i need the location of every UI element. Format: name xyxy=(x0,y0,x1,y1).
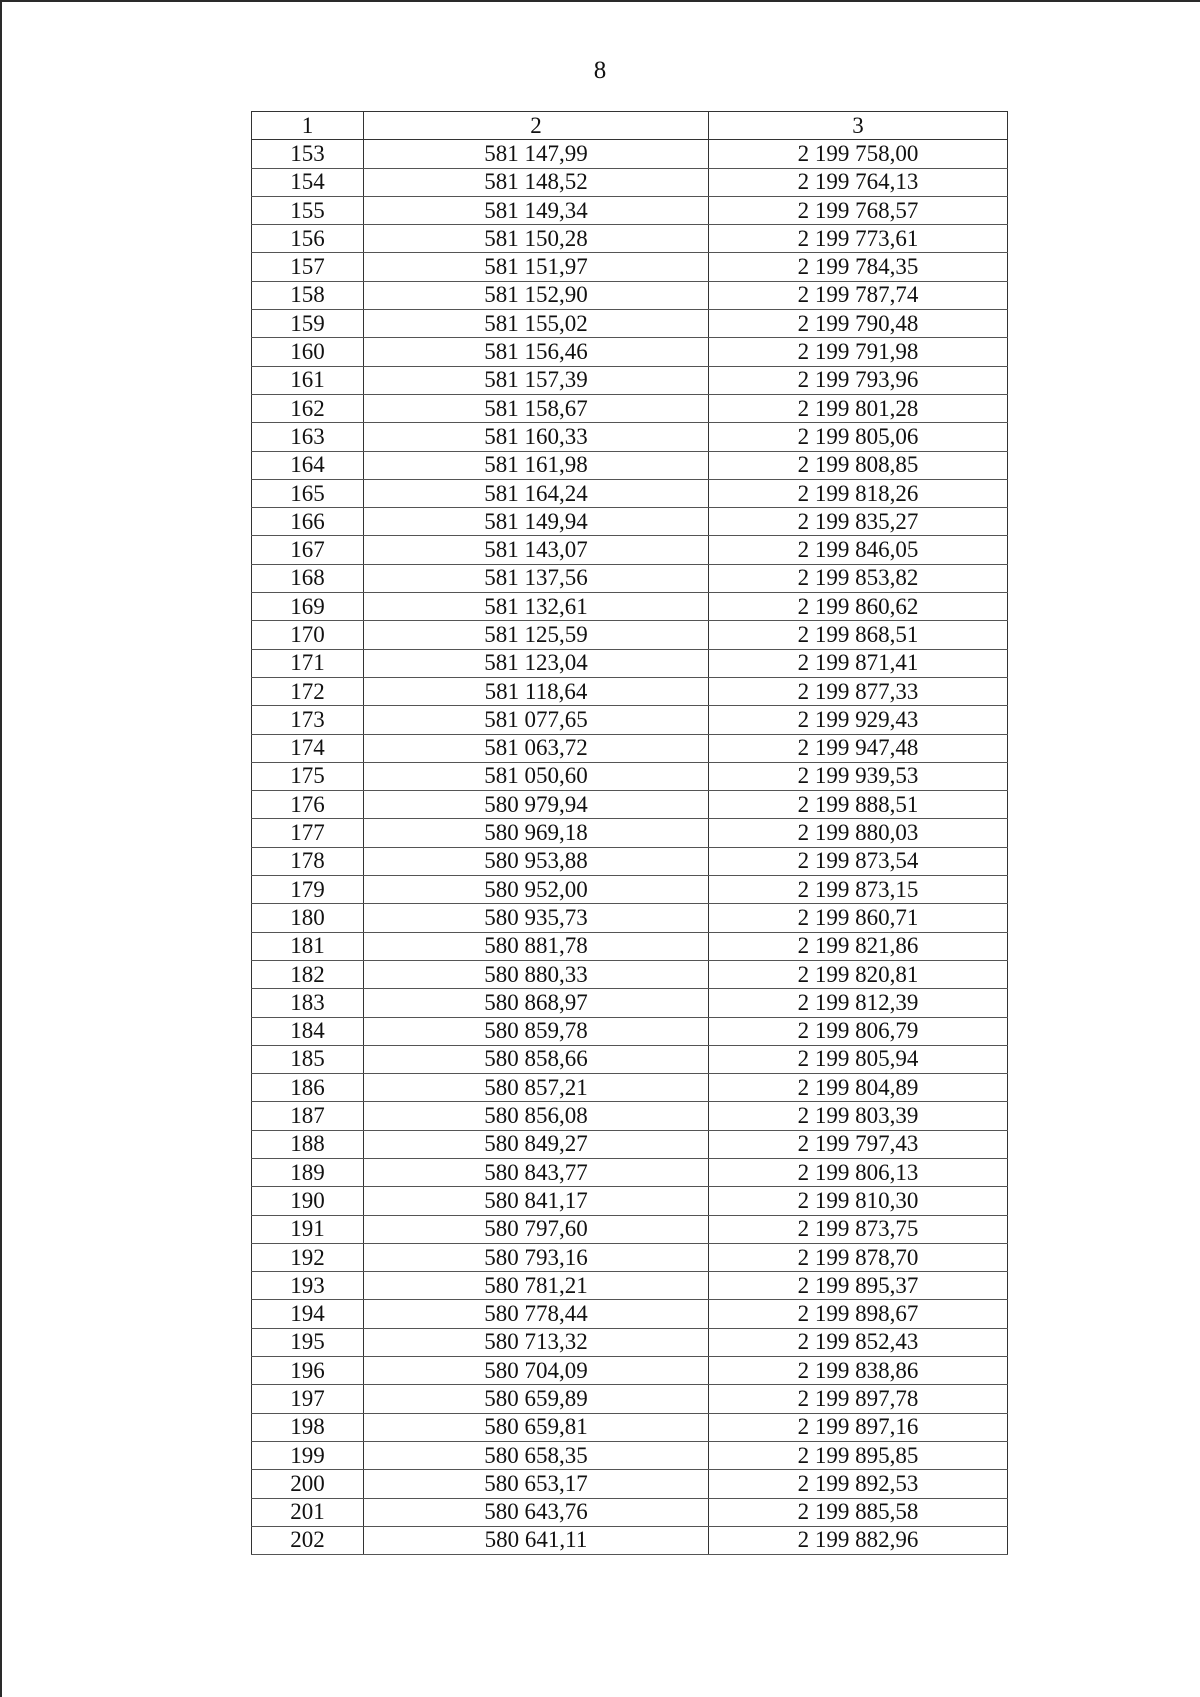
cell-y-coordinate: 2 199 787,74 xyxy=(709,281,1008,309)
cell-x-coordinate: 580 841,17 xyxy=(364,1187,709,1215)
cell-x-coordinate: 580 856,08 xyxy=(364,1102,709,1130)
cell-y-coordinate: 2 199 939,53 xyxy=(709,762,1008,790)
cell-y-coordinate: 2 199 880,03 xyxy=(709,819,1008,847)
cell-x-coordinate: 581 147,99 xyxy=(364,140,709,168)
table-row xyxy=(252,819,1008,847)
table-row xyxy=(252,536,1008,564)
cell-y-coordinate: 2 199 810,30 xyxy=(709,1187,1008,1215)
table-row xyxy=(252,423,1008,451)
cell-point-number: 153 xyxy=(252,140,364,168)
cell-y-coordinate: 2 199 873,15 xyxy=(709,876,1008,904)
cell-x-coordinate: 580 781,21 xyxy=(364,1272,709,1300)
cell-point-number: 188 xyxy=(252,1130,364,1158)
cell-y-coordinate: 2 199 835,27 xyxy=(709,508,1008,536)
cell-x-coordinate: 581 077,65 xyxy=(364,706,709,734)
cell-y-coordinate: 2 199 898,67 xyxy=(709,1300,1008,1328)
cell-y-coordinate: 2 199 768,57 xyxy=(709,196,1008,224)
table-row xyxy=(252,706,1008,734)
cell-y-coordinate: 2 199 806,13 xyxy=(709,1158,1008,1186)
cell-y-coordinate: 2 199 895,85 xyxy=(709,1441,1008,1469)
table-row xyxy=(252,394,1008,422)
cell-y-coordinate: 2 199 846,05 xyxy=(709,536,1008,564)
table-row xyxy=(252,1243,1008,1271)
cell-point-number: 193 xyxy=(252,1272,364,1300)
cell-y-coordinate: 2 199 764,13 xyxy=(709,168,1008,196)
cell-point-number: 186 xyxy=(252,1074,364,1102)
table-row xyxy=(252,1130,1008,1158)
table-row xyxy=(252,1074,1008,1102)
cell-y-coordinate: 2 199 773,61 xyxy=(709,225,1008,253)
cell-point-number: 155 xyxy=(252,196,364,224)
cell-point-number: 198 xyxy=(252,1413,364,1441)
cell-x-coordinate: 580 659,89 xyxy=(364,1385,709,1413)
cell-x-coordinate: 580 778,44 xyxy=(364,1300,709,1328)
cell-x-coordinate: 581 123,04 xyxy=(364,649,709,677)
coordinates-table xyxy=(251,111,1008,1555)
cell-point-number: 176 xyxy=(252,791,364,819)
cell-x-coordinate: 580 881,78 xyxy=(364,932,709,960)
cell-y-coordinate: 2 199 797,43 xyxy=(709,1130,1008,1158)
cell-point-number: 185 xyxy=(252,1045,364,1073)
cell-x-coordinate: 581 152,90 xyxy=(364,281,709,309)
table-row xyxy=(252,253,1008,281)
table-row xyxy=(252,140,1008,168)
table-row xyxy=(252,904,1008,932)
cell-point-number: 169 xyxy=(252,593,364,621)
table-row xyxy=(252,310,1008,338)
cell-point-number: 191 xyxy=(252,1215,364,1243)
cell-x-coordinate: 580 643,76 xyxy=(364,1498,709,1526)
cell-y-coordinate: 2 199 871,41 xyxy=(709,649,1008,677)
cell-x-coordinate: 581 050,60 xyxy=(364,762,709,790)
table-row xyxy=(252,1158,1008,1186)
cell-y-coordinate: 2 199 897,16 xyxy=(709,1413,1008,1441)
cell-x-coordinate: 580 849,27 xyxy=(364,1130,709,1158)
cell-x-coordinate: 580 952,00 xyxy=(364,876,709,904)
cell-x-coordinate: 581 156,46 xyxy=(364,338,709,366)
table-row xyxy=(252,621,1008,649)
cell-y-coordinate: 2 199 784,35 xyxy=(709,253,1008,281)
cell-point-number: 180 xyxy=(252,904,364,932)
cell-point-number: 162 xyxy=(252,394,364,422)
cell-y-coordinate: 2 199 806,79 xyxy=(709,1017,1008,1045)
table-row xyxy=(252,1017,1008,1045)
cell-point-number: 190 xyxy=(252,1187,364,1215)
header-cell-y: 3 xyxy=(709,112,1008,140)
cell-x-coordinate: 581 149,94 xyxy=(364,508,709,536)
table-row xyxy=(252,677,1008,705)
table-row xyxy=(252,734,1008,762)
table-row xyxy=(252,1498,1008,1526)
cell-point-number: 201 xyxy=(252,1498,364,1526)
header-cell-point-number: 1 xyxy=(252,112,364,140)
cell-point-number: 178 xyxy=(252,847,364,875)
cell-y-coordinate: 2 199 873,54 xyxy=(709,847,1008,875)
cell-x-coordinate: 580 880,33 xyxy=(364,960,709,988)
cell-y-coordinate: 2 199 758,00 xyxy=(709,140,1008,168)
table-row xyxy=(252,479,1008,507)
table-row xyxy=(252,281,1008,309)
cell-y-coordinate: 2 199 793,96 xyxy=(709,366,1008,394)
cell-point-number: 170 xyxy=(252,621,364,649)
cell-y-coordinate: 2 199 805,06 xyxy=(709,423,1008,451)
cell-y-coordinate: 2 199 801,28 xyxy=(709,394,1008,422)
cell-y-coordinate: 2 199 818,26 xyxy=(709,479,1008,507)
cell-point-number: 167 xyxy=(252,536,364,564)
cell-x-coordinate: 580 793,16 xyxy=(364,1243,709,1271)
cell-x-coordinate: 581 143,07 xyxy=(364,536,709,564)
cell-x-coordinate: 580 868,97 xyxy=(364,989,709,1017)
cell-point-number: 163 xyxy=(252,423,364,451)
cell-x-coordinate: 581 157,39 xyxy=(364,366,709,394)
cell-y-coordinate: 2 199 882,96 xyxy=(709,1526,1008,1554)
cell-y-coordinate: 2 199 853,82 xyxy=(709,564,1008,592)
cell-point-number: 183 xyxy=(252,989,364,1017)
cell-point-number: 182 xyxy=(252,960,364,988)
cell-x-coordinate: 580 859,78 xyxy=(364,1017,709,1045)
table-row xyxy=(252,1357,1008,1385)
cell-point-number: 165 xyxy=(252,479,364,507)
cell-point-number: 197 xyxy=(252,1385,364,1413)
table-row xyxy=(252,196,1008,224)
table-row xyxy=(252,1526,1008,1554)
cell-x-coordinate: 581 158,67 xyxy=(364,394,709,422)
cell-point-number: 156 xyxy=(252,225,364,253)
table-row xyxy=(252,876,1008,904)
cell-x-coordinate: 580 713,32 xyxy=(364,1328,709,1356)
cell-point-number: 164 xyxy=(252,451,364,479)
cell-x-coordinate: 581 137,56 xyxy=(364,564,709,592)
cell-point-number: 184 xyxy=(252,1017,364,1045)
table-header xyxy=(252,112,1008,140)
cell-y-coordinate: 2 199 808,85 xyxy=(709,451,1008,479)
cell-point-number: 168 xyxy=(252,564,364,592)
cell-x-coordinate: 581 150,28 xyxy=(364,225,709,253)
cell-point-number: 159 xyxy=(252,310,364,338)
cell-x-coordinate: 581 151,97 xyxy=(364,253,709,281)
table-row xyxy=(252,168,1008,196)
table-row xyxy=(252,1045,1008,1073)
cell-point-number: 172 xyxy=(252,677,364,705)
cell-x-coordinate: 581 164,24 xyxy=(364,479,709,507)
cell-point-number: 195 xyxy=(252,1328,364,1356)
cell-point-number: 154 xyxy=(252,168,364,196)
table-row xyxy=(252,366,1008,394)
cell-x-coordinate: 580 641,11 xyxy=(364,1526,709,1554)
cell-x-coordinate: 581 149,34 xyxy=(364,196,709,224)
cell-point-number: 196 xyxy=(252,1357,364,1385)
table-row xyxy=(252,960,1008,988)
cell-y-coordinate: 2 199 790,48 xyxy=(709,310,1008,338)
cell-x-coordinate: 580 653,17 xyxy=(364,1470,709,1498)
scan-edge-top xyxy=(0,0,1200,2)
cell-point-number: 160 xyxy=(252,338,364,366)
cell-x-coordinate: 581 148,52 xyxy=(364,168,709,196)
cell-point-number: 161 xyxy=(252,366,364,394)
cell-y-coordinate: 2 199 804,89 xyxy=(709,1074,1008,1102)
cell-point-number: 194 xyxy=(252,1300,364,1328)
cell-x-coordinate: 580 969,18 xyxy=(364,819,709,847)
table-body xyxy=(252,140,1008,1555)
table-row xyxy=(252,932,1008,960)
table-row xyxy=(252,338,1008,366)
cell-x-coordinate: 581 125,59 xyxy=(364,621,709,649)
table-row xyxy=(252,1300,1008,1328)
cell-y-coordinate: 2 199 791,98 xyxy=(709,338,1008,366)
cell-point-number: 202 xyxy=(252,1526,364,1554)
cell-x-coordinate: 580 797,60 xyxy=(364,1215,709,1243)
cell-y-coordinate: 2 199 852,43 xyxy=(709,1328,1008,1356)
cell-y-coordinate: 2 199 947,48 xyxy=(709,734,1008,762)
cell-x-coordinate: 580 704,09 xyxy=(364,1357,709,1385)
table-row xyxy=(252,1328,1008,1356)
cell-point-number: 181 xyxy=(252,932,364,960)
cell-y-coordinate: 2 199 892,53 xyxy=(709,1470,1008,1498)
cell-point-number: 174 xyxy=(252,734,364,762)
cell-y-coordinate: 2 199 895,37 xyxy=(709,1272,1008,1300)
cell-point-number: 173 xyxy=(252,706,364,734)
table-row xyxy=(252,847,1008,875)
cell-y-coordinate: 2 199 805,94 xyxy=(709,1045,1008,1073)
table-row xyxy=(252,1470,1008,1498)
cell-y-coordinate: 2 199 860,71 xyxy=(709,904,1008,932)
cell-point-number: 157 xyxy=(252,253,364,281)
table-row xyxy=(252,225,1008,253)
cell-point-number: 199 xyxy=(252,1441,364,1469)
cell-y-coordinate: 2 199 860,62 xyxy=(709,593,1008,621)
cell-point-number: 175 xyxy=(252,762,364,790)
table-row xyxy=(252,1272,1008,1300)
table-row xyxy=(252,1413,1008,1441)
table-row xyxy=(252,1102,1008,1130)
cell-y-coordinate: 2 199 821,86 xyxy=(709,932,1008,960)
table-row xyxy=(252,508,1008,536)
header-cell-x: 2 xyxy=(364,112,709,140)
cell-x-coordinate: 580 979,94 xyxy=(364,791,709,819)
table-row xyxy=(252,564,1008,592)
cell-x-coordinate: 581 161,98 xyxy=(364,451,709,479)
table-row xyxy=(252,649,1008,677)
cell-x-coordinate: 581 132,61 xyxy=(364,593,709,621)
cell-point-number: 189 xyxy=(252,1158,364,1186)
table-row xyxy=(252,1215,1008,1243)
cell-y-coordinate: 2 199 873,75 xyxy=(709,1215,1008,1243)
cell-x-coordinate: 581 155,02 xyxy=(364,310,709,338)
cell-x-coordinate: 580 935,73 xyxy=(364,904,709,932)
cell-x-coordinate: 581 160,33 xyxy=(364,423,709,451)
cell-x-coordinate: 581 063,72 xyxy=(364,734,709,762)
table-row xyxy=(252,791,1008,819)
cell-x-coordinate: 581 118,64 xyxy=(364,677,709,705)
cell-y-coordinate: 2 199 885,58 xyxy=(709,1498,1008,1526)
cell-point-number: 187 xyxy=(252,1102,364,1130)
table-row xyxy=(252,989,1008,1017)
cell-y-coordinate: 2 199 803,39 xyxy=(709,1102,1008,1130)
cell-point-number: 166 xyxy=(252,508,364,536)
cell-x-coordinate: 580 858,66 xyxy=(364,1045,709,1073)
cell-y-coordinate: 2 199 929,43 xyxy=(709,706,1008,734)
cell-y-coordinate: 2 199 877,33 xyxy=(709,677,1008,705)
cell-y-coordinate: 2 199 812,39 xyxy=(709,989,1008,1017)
cell-x-coordinate: 580 658,35 xyxy=(364,1441,709,1469)
header-row xyxy=(252,112,1008,140)
table-row xyxy=(252,1187,1008,1215)
cell-point-number: 192 xyxy=(252,1243,364,1271)
cell-y-coordinate: 2 199 868,51 xyxy=(709,621,1008,649)
cell-point-number: 179 xyxy=(252,876,364,904)
cell-x-coordinate: 580 857,21 xyxy=(364,1074,709,1102)
cell-x-coordinate: 580 953,88 xyxy=(364,847,709,875)
scan-edge-left xyxy=(0,0,2,1697)
table-row xyxy=(252,593,1008,621)
table-row xyxy=(252,1385,1008,1413)
cell-point-number: 171 xyxy=(252,649,364,677)
cell-y-coordinate: 2 199 878,70 xyxy=(709,1243,1008,1271)
cell-point-number: 158 xyxy=(252,281,364,309)
table-row xyxy=(252,762,1008,790)
page-number: 8 xyxy=(593,57,607,84)
table-row xyxy=(252,451,1008,479)
table-row xyxy=(252,1441,1008,1469)
cell-y-coordinate: 2 199 888,51 xyxy=(709,791,1008,819)
cell-point-number: 200 xyxy=(252,1470,364,1498)
cell-x-coordinate: 580 659,81 xyxy=(364,1413,709,1441)
cell-y-coordinate: 2 199 897,78 xyxy=(709,1385,1008,1413)
cell-point-number: 177 xyxy=(252,819,364,847)
cell-y-coordinate: 2 199 838,86 xyxy=(709,1357,1008,1385)
cell-y-coordinate: 2 199 820,81 xyxy=(709,960,1008,988)
cell-x-coordinate: 580 843,77 xyxy=(364,1158,709,1186)
